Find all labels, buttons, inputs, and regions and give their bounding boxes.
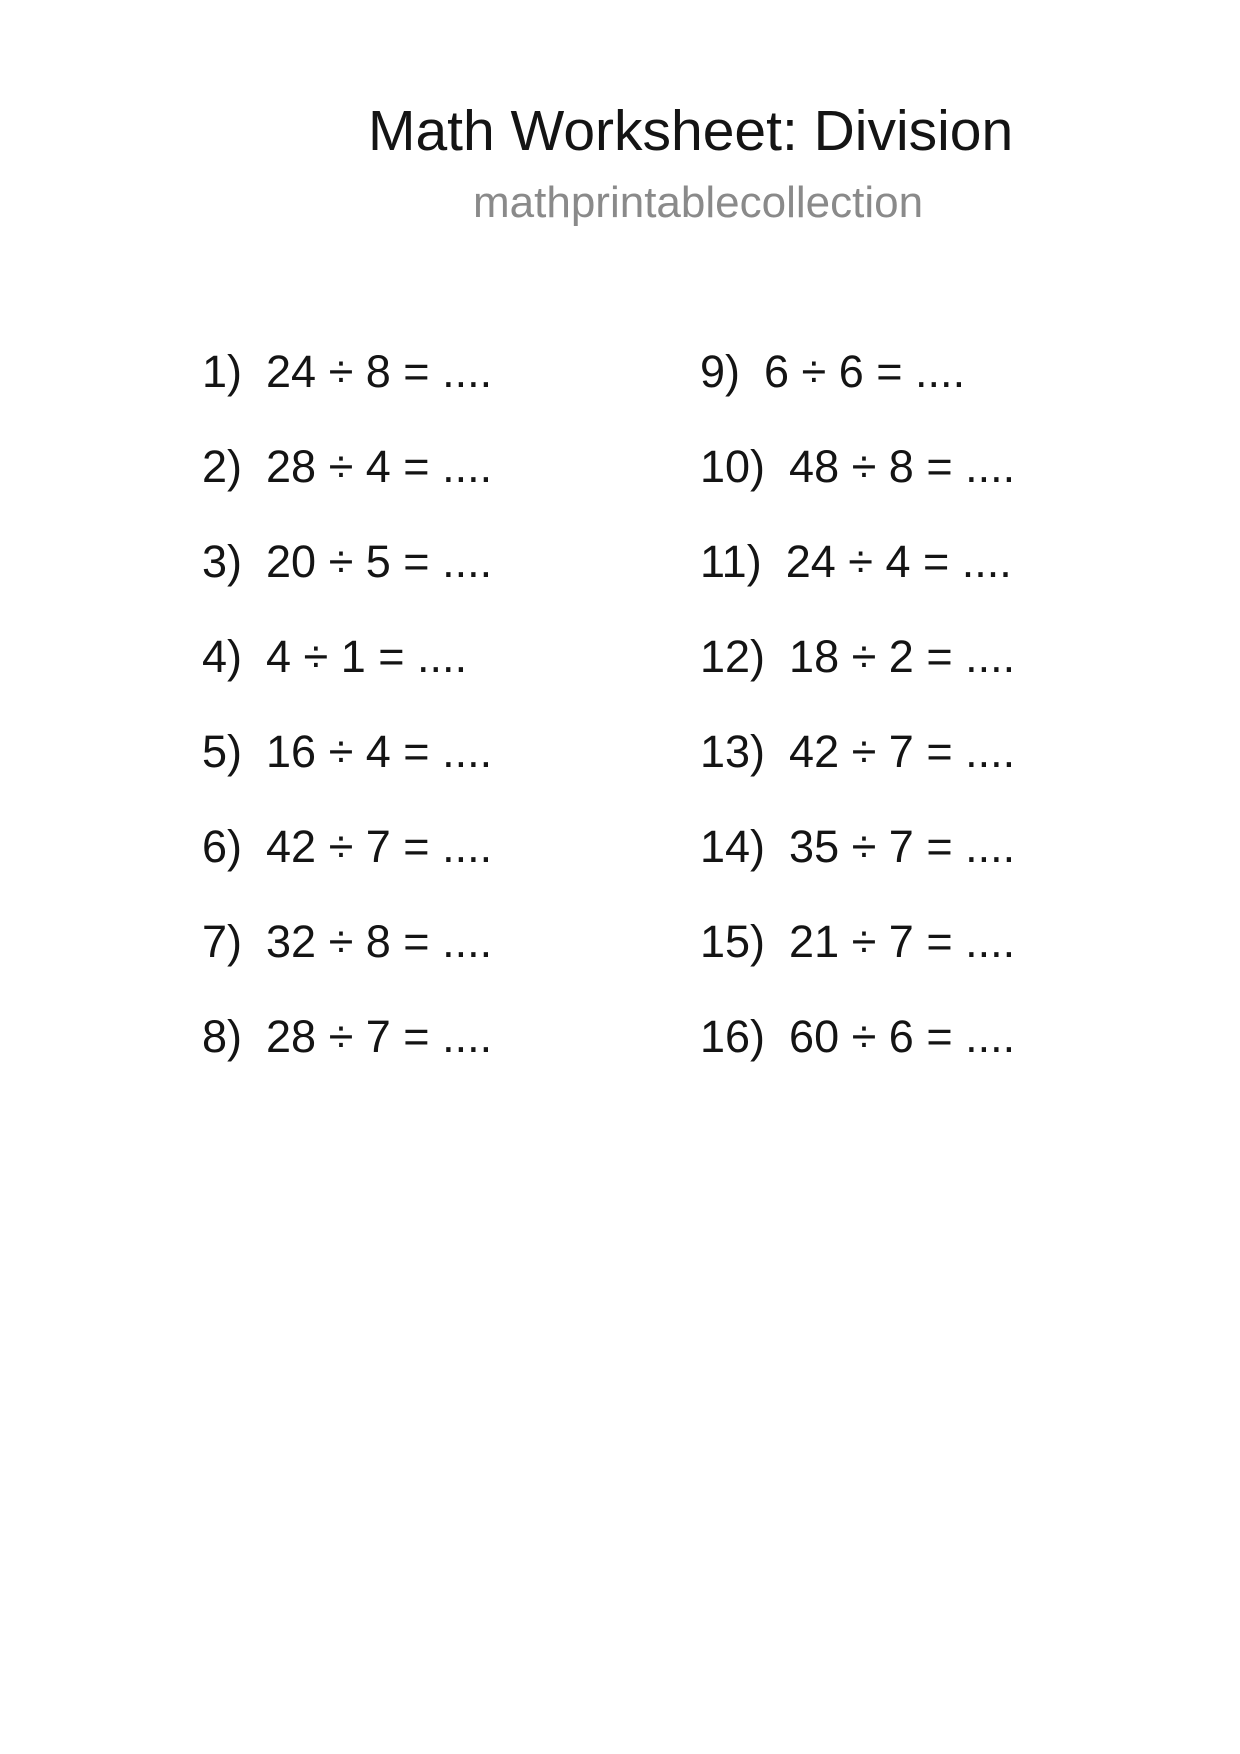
problem-expression: 60 ÷ 6 = ....: [789, 1011, 1016, 1062]
problem-row: [202, 631, 492, 729]
problem-number: 3): [202, 536, 243, 587]
problem-number: 9): [700, 346, 741, 397]
problem-row: [700, 536, 1015, 634]
problem-number: 12): [700, 631, 766, 682]
problem-expression: 4 ÷ 1 = ....: [266, 631, 468, 682]
problem-number: 7): [202, 916, 243, 967]
problem-row: [700, 346, 1015, 444]
problem-row: [202, 916, 493, 1014]
problem-expression: 42 ÷ 7 = ....: [789, 726, 1016, 777]
problem-row: [700, 631, 1016, 729]
problem-expression: 18 ÷ 2 = ....: [789, 631, 1016, 682]
problems-column-right: [700, 346, 1016, 1109]
problem-row: [700, 1011, 1016, 1109]
problem-row: [700, 821, 1016, 919]
problem-expression: 42 ÷ 7 = ....: [266, 821, 493, 872]
problem-number: 8): [202, 1011, 243, 1062]
problem-row: [700, 726, 1016, 824]
problem-expression: 24 ÷ 8 = ....: [266, 346, 493, 397]
problem-row: [202, 821, 493, 919]
problem-row: [202, 726, 493, 824]
problem-row: [700, 916, 1016, 1014]
problem-row: [202, 441, 493, 539]
problem-row: [202, 346, 493, 444]
problem-expression: 28 ÷ 4 = ....: [266, 441, 493, 492]
problem-expression: 28 ÷ 7 = ....: [266, 1011, 493, 1062]
page-title: Math Worksheet: Division: [368, 99, 1014, 163]
problem-row: [700, 441, 1016, 539]
problem-expression: 24 ÷ 4 = ....: [785, 536, 1012, 587]
problem-expression: 35 ÷ 7 = ....: [789, 821, 1016, 872]
problems-column-left: [202, 346, 493, 1109]
problem-number: 10): [700, 441, 766, 492]
problem-expression: 20 ÷ 5 = ....: [266, 536, 493, 587]
page-subtitle: mathprintablecollection: [473, 178, 924, 227]
problem-number: 5): [202, 726, 243, 777]
problem-row: [202, 1011, 493, 1109]
problem-number: 16): [700, 1011, 766, 1062]
problem-number: 2): [202, 441, 243, 492]
problem-number: 4): [202, 631, 243, 682]
problem-expression: 32 ÷ 8 = ....: [266, 916, 493, 967]
problem-number: 1): [202, 346, 243, 397]
problem-number: 11): [700, 536, 762, 587]
problem-expression: 48 ÷ 8 = ....: [789, 441, 1016, 492]
problem-number: 13): [700, 726, 766, 777]
problem-row: [202, 536, 493, 634]
problem-number: 14): [700, 821, 766, 872]
problem-expression: 6 ÷ 6 = ....: [764, 346, 966, 397]
problem-number: 15): [700, 916, 766, 967]
problem-expression: 16 ÷ 4 = ....: [266, 726, 493, 777]
problem-expression: 21 ÷ 7 = ....: [789, 916, 1016, 967]
problem-number: 6): [202, 821, 243, 872]
